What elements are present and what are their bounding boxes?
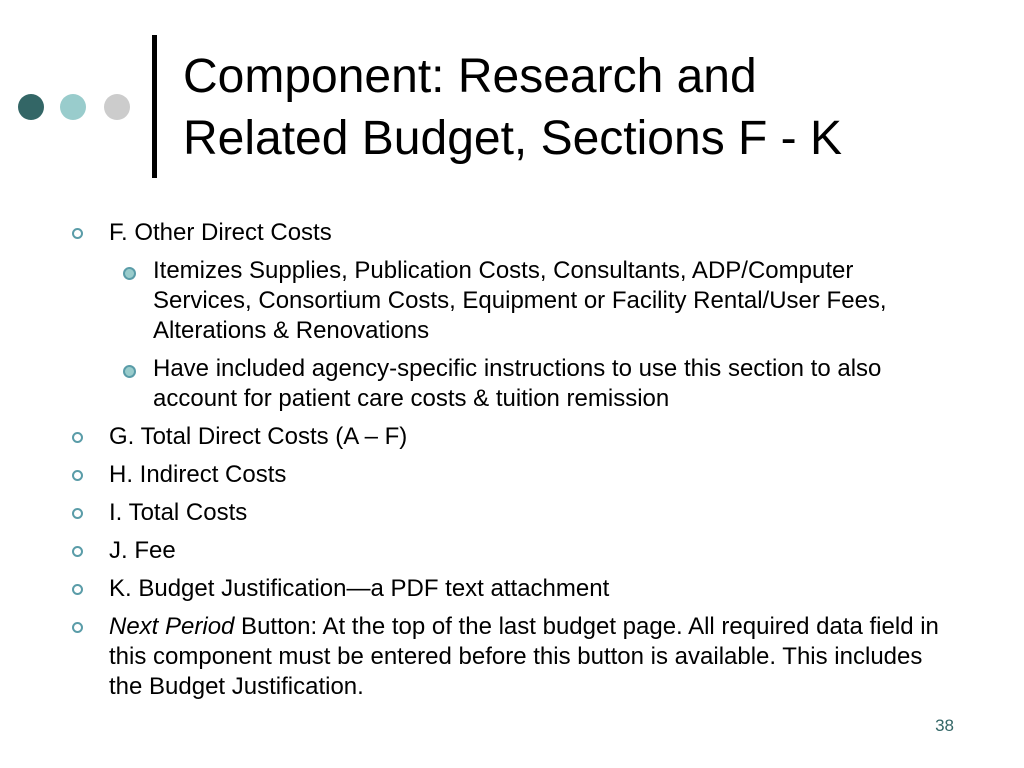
- dot-teal-icon: [60, 94, 86, 120]
- dot-gray-icon: [104, 94, 130, 120]
- title-divider: [152, 35, 157, 178]
- slide-title-line-1: Component: Research and: [183, 50, 757, 103]
- bullet-text-h: H. Indirect Costs: [109, 461, 287, 488]
- ring-bullet-icon: [72, 622, 83, 633]
- sub-bullet-text: Have included agency-specific instructions to use this section to also account for patient care costs & tuition remission: [153, 355, 882, 412]
- bullet-text-j: J. Fee: [109, 537, 176, 564]
- ring-bullet-icon: [72, 470, 83, 481]
- bullet-item-f: [70, 218, 939, 414]
- slide-title: [183, 46, 983, 170]
- ring-bullet-icon: [72, 546, 83, 557]
- sub-bullet-text: Itemizes Supplies, Publication Costs, Consultants, ADP/Computer Services, Consortium Costs, Equipment or Facility Rental/User Fees, Alterations & Renovations: [153, 257, 887, 344]
- next-period-label: Next Period: [109, 613, 235, 640]
- bullet-item-next-period: [70, 612, 939, 702]
- bullet-item-k: [70, 574, 939, 604]
- sub-bullet-item: [109, 354, 943, 414]
- bullet-text-i: I. Total Costs: [109, 499, 248, 526]
- sub-bullet-list: [109, 256, 939, 414]
- dot-dark-icon: [18, 94, 44, 120]
- bullet-text-f: F. Other Direct Costs: [109, 219, 332, 246]
- dot-bullet-icon: [123, 365, 136, 378]
- bullet-list: [70, 218, 970, 710]
- sub-bullet-item: [109, 256, 943, 346]
- bullet-text-k: K. Budget Justification—a PDF text attachment: [109, 575, 610, 602]
- bullet-text-g: G. Total Direct Costs (A – F): [109, 423, 408, 450]
- bullet-item-g: [70, 422, 939, 452]
- bullet-item-i: [70, 498, 939, 528]
- bullet-item-h: [70, 460, 939, 490]
- page-number: 38: [935, 716, 954, 735]
- dot-bullet-icon: [123, 267, 136, 280]
- ring-bullet-icon: [72, 228, 83, 239]
- ring-bullet-icon: [72, 584, 83, 595]
- ring-bullet-icon: [72, 508, 83, 519]
- ring-bullet-icon: [72, 432, 83, 443]
- slide-title-line-2: Related Budget, Sections F - K: [183, 112, 843, 165]
- bullet-item-j: [70, 536, 939, 566]
- next-period-text: Button: At the top of the last budget page. All required data field in this component must be entered before this button is available. This includes the Budget Justification.: [109, 613, 939, 700]
